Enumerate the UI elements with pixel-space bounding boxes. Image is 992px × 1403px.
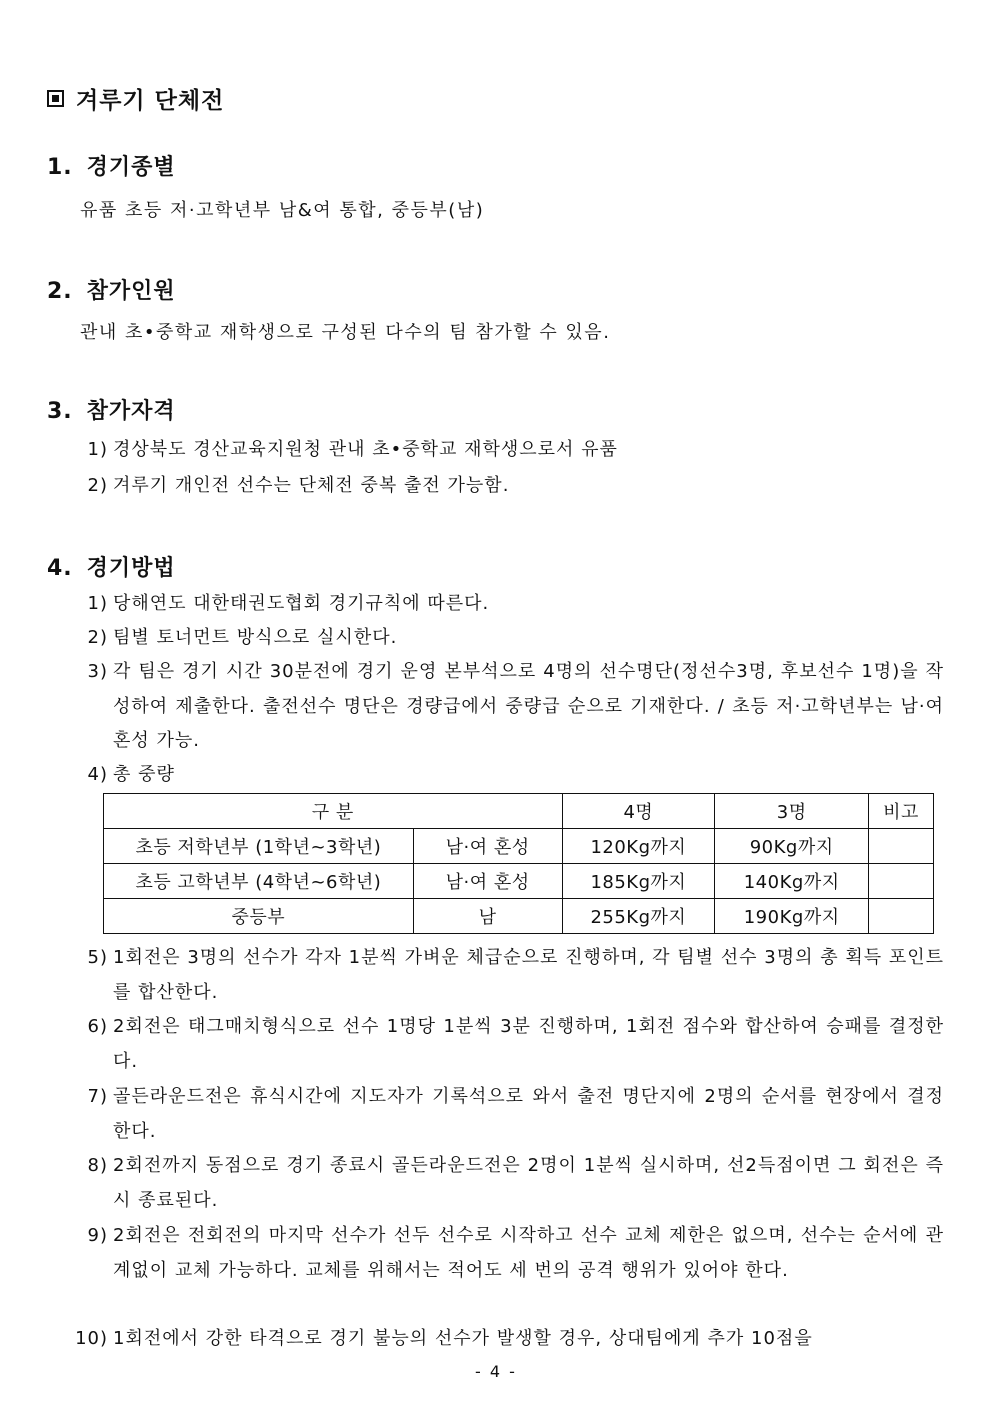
note-cell	[869, 829, 934, 864]
list-item-text: 총 중량	[113, 764, 175, 785]
section-2-text: 관내 초•중학교 재학생으로 구성된 다수의 팀 참가할 수 있음.	[80, 322, 611, 343]
list-item-number: 7)	[87, 1086, 108, 1107]
section-1-text: 유품 초등 저·고학년부 남&여 통합, 중등부(남)	[80, 200, 485, 221]
list-item-number: 2)	[87, 627, 108, 648]
square-bullet-icon	[47, 90, 64, 107]
four-player-limit-cell: 185Kg까지	[562, 864, 715, 899]
gender-cell: 남	[413, 899, 562, 934]
list-item	[78, 655, 944, 759]
list-item-number: 2)	[87, 475, 108, 496]
list-item-text: 2회전은 태그매치형식으로 선수 1명당 1분씩 3분 진행하며, 1회전 점수와 합산하여 승패를 결정한다.	[113, 1016, 944, 1072]
list-item-number: 10)	[75, 1328, 108, 1349]
table-row	[104, 864, 934, 899]
document-title-text: 겨루기 단체전	[76, 88, 225, 114]
table-header-cell: 구 분	[104, 794, 563, 829]
section-number: 4.	[47, 556, 73, 581]
note-cell	[869, 899, 934, 934]
list-item-text: 2회전은 전회전의 마지막 선수가 선두 선수로 시작하고 선수 교체 제한은 없으며, 선수는 순서에 관계없이 교체 가능하다. 교체를 위해서는 적어도 세 번의 공격 행위가 있어야 한다.	[113, 1225, 944, 1281]
list-item-text: 경상북도 경산교육지원청 관내 초•중학교 재학생으로서 유품	[113, 439, 618, 460]
list-item-number: 9)	[87, 1225, 108, 1246]
list-item-text: 1회전은 3명의 선수가 각자 1분씩 가벼운 체급순으로 진행하며, 각 팀별 선수 3명의 총 획득 포인트를 합산한다.	[113, 947, 944, 1003]
list-item-number: 6)	[87, 1016, 108, 1037]
list-item-text: 2회전까지 동점으로 경기 종료시 골든라운드전은 2명이 1분씩 실시하며, 선2득점이면 그 회전은 즉시 종료된다.	[113, 1155, 944, 1211]
table-header-cell: 4명	[562, 794, 715, 829]
section-title: 경기종별	[86, 155, 176, 180]
list-item	[78, 621, 944, 656]
note-cell	[869, 864, 934, 899]
three-player-limit-cell: 90Kg까지	[715, 829, 869, 864]
list-item-number: 1)	[87, 593, 108, 614]
table-header-cell: 비고	[869, 794, 934, 829]
section-title: 경기방법	[86, 556, 176, 581]
document-title	[47, 82, 224, 115]
section-2-heading	[47, 274, 176, 305]
section-number: 1.	[47, 155, 73, 180]
list-item-number: 1)	[87, 439, 108, 460]
list-item	[78, 433, 944, 468]
list-item-number: 3)	[87, 661, 108, 682]
section-title: 참가자격	[86, 399, 176, 424]
gender-cell: 남·여 혼성	[413, 864, 562, 899]
weight-table	[103, 793, 934, 934]
list-item	[75, 1322, 944, 1357]
section-1-heading	[47, 150, 176, 181]
list-item-text: 겨루기 개인전 선수는 단체전 중복 출전 가능함.	[113, 475, 510, 496]
table-header-row	[104, 794, 934, 829]
list-item	[78, 587, 944, 622]
section-4-heading	[47, 551, 176, 582]
table-row	[104, 899, 934, 934]
list-item	[78, 1080, 944, 1149]
list-item	[78, 1149, 944, 1218]
three-player-limit-cell: 190Kg까지	[715, 899, 869, 934]
three-player-limit-cell: 140Kg까지	[715, 864, 869, 899]
table-header-cell: 3명	[715, 794, 869, 829]
division-cell: 중등부	[104, 899, 414, 934]
list-item-number: 5)	[87, 947, 108, 968]
section-number: 3.	[47, 399, 73, 424]
list-item-text: 팀별 토너먼트 방식으로 실시한다.	[113, 627, 398, 648]
list-item-number: 8)	[87, 1155, 108, 1176]
list-item-text: 골든라운드전은 휴식시간에 지도자가 기록석으로 와서 출전 명단지에 2명의 순서를 현장에서 결정한다.	[113, 1086, 944, 1142]
list-item-number: 4)	[87, 764, 108, 785]
division-cell: 초등 고학년부 (4학년~6학년)	[104, 864, 414, 899]
list-item	[78, 469, 944, 504]
four-player-limit-cell: 120Kg까지	[562, 829, 715, 864]
list-item-text: 당해연도 대한태권도협회 경기규칙에 따른다.	[113, 593, 490, 614]
division-cell: 초등 저학년부 (1학년~3학년)	[104, 829, 414, 864]
gender-cell: 남·여 혼성	[413, 829, 562, 864]
list-item	[78, 758, 944, 793]
list-item-text: 각 팀은 경기 시간 30분전에 경기 운영 본부석으로 4명의 선수명단(정선수3명, 후보선수 1명)을 작성하여 제출한다. 출전선수 명단은 경량급에서 중량급 순으로 기재한다. / 초등 저·고학년부는 남·여 혼성 가능.	[113, 661, 944, 751]
page-number: - 4 -	[475, 1362, 517, 1381]
table-row	[104, 829, 934, 864]
four-player-limit-cell: 255Kg까지	[562, 899, 715, 934]
section-title: 참가인원	[86, 279, 176, 304]
list-item	[78, 941, 944, 1010]
list-item	[78, 1010, 944, 1079]
list-item	[78, 1219, 944, 1288]
section-number: 2.	[47, 279, 73, 304]
list-item-text: 1회전에서 강한 타격으로 경기 불능의 선수가 발생할 경우, 상대팀에게 추가 10점을	[113, 1328, 813, 1349]
section-3-heading	[47, 394, 176, 425]
